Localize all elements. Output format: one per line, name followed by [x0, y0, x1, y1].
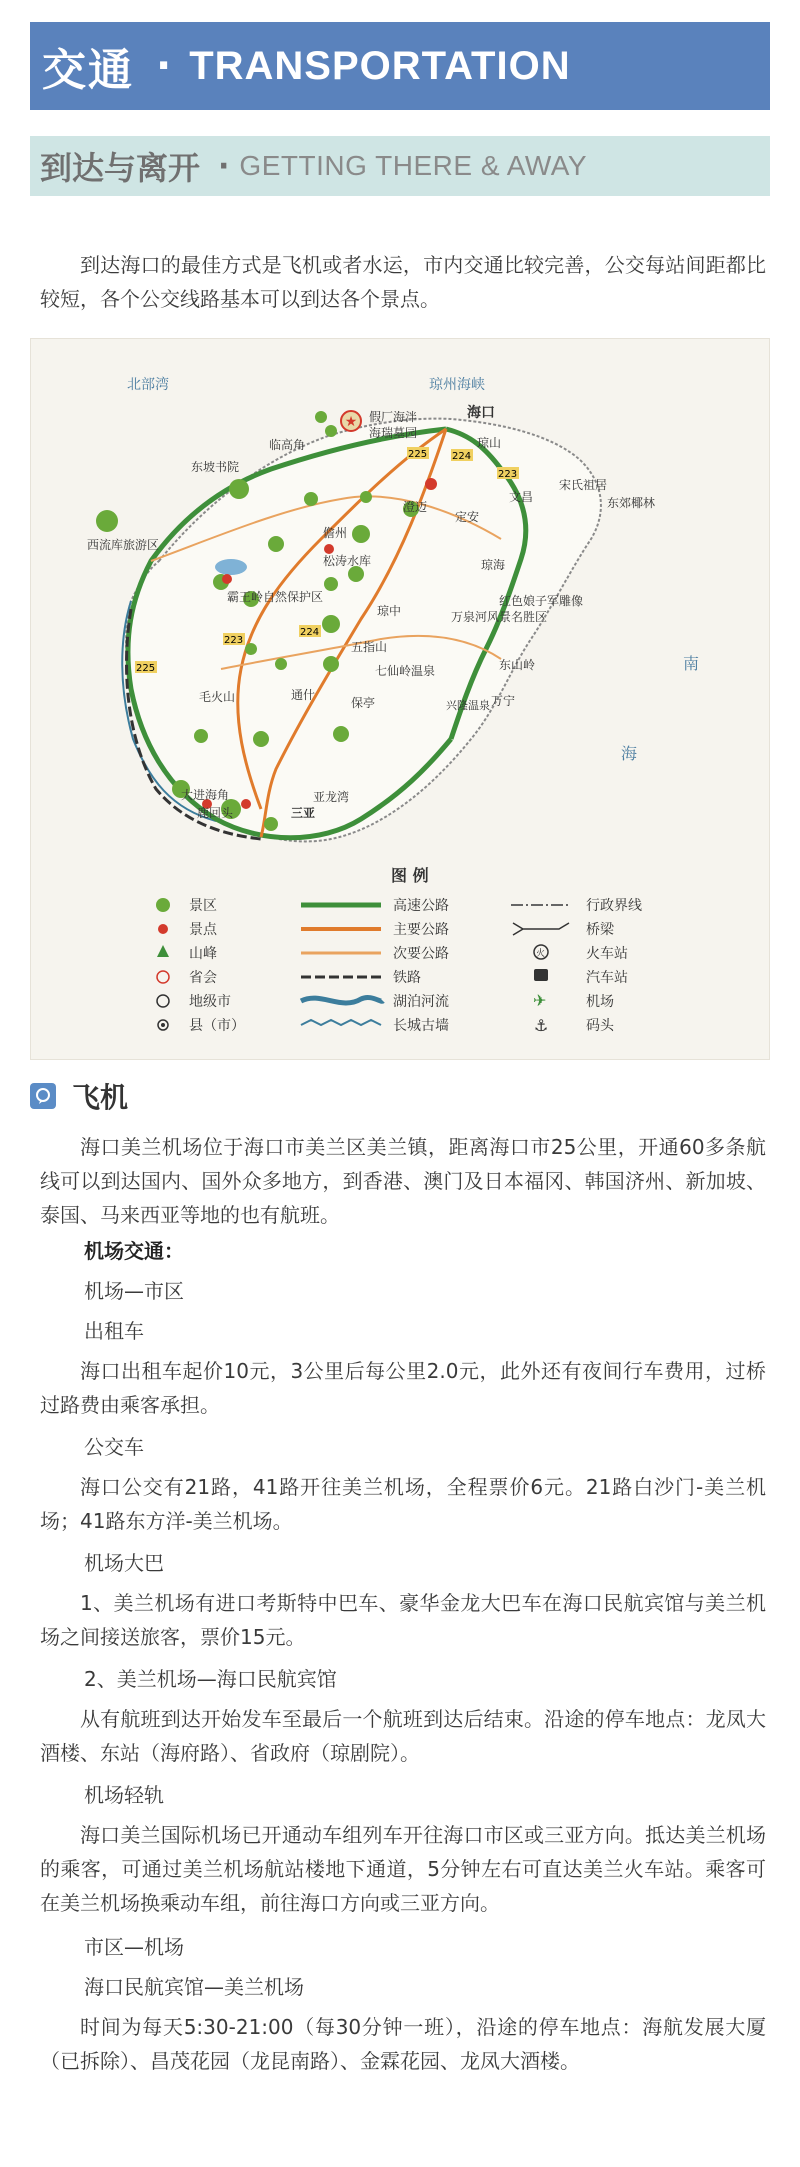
svg-text:文昌: 文昌 — [509, 490, 534, 504]
svg-text:火: 火 — [536, 949, 546, 959]
taxi-title: 出租车 — [84, 1319, 144, 1343]
svg-text:机场: 机场 — [586, 994, 614, 1010]
svg-text:高速公路: 高速公路 — [393, 898, 449, 914]
svg-text:定安: 定安 — [455, 510, 480, 524]
svg-text:★: ★ — [344, 414, 358, 430]
svg-text:地级市: 地级市 — [189, 994, 231, 1010]
subheader-title-en: GETTING THERE & AWAY — [239, 150, 588, 181]
svg-text:万泉河风景名胜区: 万泉河风景名胜区 — [451, 610, 548, 624]
section-title-cn: 交通 — [42, 45, 134, 96]
subheader-title-cn: 到达与离开 — [40, 149, 201, 187]
svg-text:鹿回头: 鹿回头 — [197, 806, 234, 820]
airport-transport-heading: 机场交通： — [84, 1239, 184, 1263]
taxi-text: 海口出租车起价10元，3公里后每公里2.0元，此外还有夜间行车费用，过桥过路费由乘客承担。 — [40, 1359, 766, 1417]
svg-text:景点: 景点 — [189, 922, 217, 938]
plane-intro: 海口美兰机场位于海口市美兰区美兰镇，距离海口市25公里，开通60多条航线可以到达国内、国外众多地方，到香港、澳门及日本福冈、韩国济州、新加坡、泰国、马来西亚等地的也有航班。 — [40, 1135, 766, 1227]
plane-title: 飞机 — [72, 1081, 129, 1114]
svg-text:亚龙湾: 亚龙湾 — [313, 790, 350, 804]
svg-text:海口: 海口 — [467, 405, 495, 421]
svg-text:行政界线: 行政界线 — [586, 898, 642, 914]
section-title-separator: · — [156, 43, 172, 89]
songtao-reservoir — [215, 559, 247, 575]
map-legend — [156, 866, 642, 1035]
svg-text:东山岭: 东山岭 — [499, 658, 536, 672]
shuttle-route: 2、美兰机场—海口民航宾馆 — [84, 1667, 337, 1691]
svg-text:主要公路: 主要公路 — [393, 922, 449, 938]
svg-text:景区: 景区 — [189, 898, 217, 914]
svg-text:铁路: 铁路 — [393, 970, 421, 986]
svg-text:保亭: 保亭 — [351, 696, 376, 710]
svg-text:汽车站: 汽车站 — [586, 970, 628, 986]
hotel-route: 海口民航宾馆—美兰机场 — [84, 1975, 304, 1999]
intro-paragraph: 到达海口的最佳方式是飞机或者水运，市内交通比较完善，公交每站间距都比较短，各个公交线路基本可以到达各个景点。 — [40, 253, 766, 311]
svg-text:儋州: 儋州 — [323, 526, 348, 540]
svg-text:毛火山: 毛火山 — [199, 690, 236, 704]
svg-text:琼州海峡: 琼州海峡 — [429, 377, 485, 393]
bus-title: 公交车 — [84, 1435, 144, 1459]
hainan-transport-map — [30, 338, 770, 1060]
svg-text:通什: 通什 — [291, 688, 316, 702]
svg-text:三亚: 三亚 — [291, 806, 316, 820]
svg-text:大进海角: 大进海角 — [181, 788, 230, 802]
hotel-text: 时间为每天5:30-21:00（每30分钟一班），沿途的停车地点：海航发展大厦（已拆除）、昌茂花园（龙昆南路）、金霖花园、龙凤大酒楼。 — [40, 2015, 766, 2073]
svg-text:东郊椰林: 东郊椰林 — [607, 496, 656, 510]
svg-text:次要公路: 次要公路 — [393, 946, 449, 962]
shuttle-title: 机场大巴 — [84, 1551, 164, 1575]
svg-text:五指山: 五指山 — [351, 640, 388, 654]
svg-text:⚓: ⚓ — [534, 1016, 549, 1035]
svg-text:省会: 省会 — [189, 970, 217, 986]
city-to-airport-label: 市区—机场 — [84, 1935, 184, 1959]
section-title-en: TRANSPORTATION — [189, 43, 571, 88]
svg-text:临高角: 临高角 — [269, 438, 306, 452]
svg-text:火车站: 火车站 — [586, 946, 628, 962]
svg-text:图 例: 图 例 — [391, 866, 429, 885]
shuttle-text-1: 1、美兰机场有进口考斯特中巴车、豪华金龙大巴车在海口民航宾馆与美兰机场之间接送旅客，票价15元。 — [40, 1591, 766, 1649]
svg-text:琼中: 琼中 — [377, 604, 402, 618]
svg-text:223: 223 — [224, 635, 244, 646]
svg-text:海瑞墓园: 海瑞墓园 — [369, 426, 418, 440]
bus-text: 海口公交有21路，41路开往美兰机场，全程票价6元。21路白沙门-美兰机场；41路东方洋-美兰机场。 — [40, 1475, 766, 1533]
svg-text:县（市）: 县（市） — [189, 1018, 245, 1034]
info-bubble-icon — [30, 1083, 56, 1109]
svg-text:北部湾: 北部湾 — [127, 377, 169, 393]
svg-text:西流库旅游区: 西流库旅游区 — [87, 538, 160, 552]
plane-section-title — [30, 1076, 128, 1116]
svg-text:琼山: 琼山 — [477, 436, 502, 450]
svg-text:长城古墙: 长城古墙 — [393, 1018, 449, 1034]
rail-text: 海口美兰国际机场已开通动车组列车开往海口市区或三亚方向。抵达美兰机场的乘客，可通过美兰机场航站楼地下通道，5分钟左右可直达美兰火车站。乘客可在美兰机场换乘动车组，前往海口方向或三亚方向。 — [40, 1823, 766, 1915]
svg-text:海: 海 — [621, 744, 638, 763]
svg-text:七仙岭温泉: 七仙岭温泉 — [375, 664, 436, 678]
svg-text:山峰: 山峰 — [189, 946, 217, 962]
svg-text:宋氏祖居: 宋氏祖居 — [559, 478, 608, 492]
svg-text:东坡书院: 东坡书院 — [191, 460, 240, 474]
subheader-separator: · — [218, 148, 230, 184]
svg-text:桥梁: 桥梁 — [586, 922, 614, 938]
island-outline — [126, 419, 601, 842]
map-svg — [31, 339, 771, 1061]
sub-header — [30, 136, 770, 196]
shuttle-text-2: 从有航班到达开始发车至最后一个航班到达后结束。沿途的停车地点：龙凤大酒楼、东站（海府路）、省政府（琼剧院）。 — [40, 1707, 766, 1765]
svg-text:澄迈: 澄迈 — [403, 500, 428, 514]
svg-text:225: 225 — [136, 663, 156, 674]
svg-text:码头: 码头 — [586, 1018, 614, 1034]
svg-text:225: 225 — [408, 449, 428, 460]
airport-to-city-label: 机场—市区 — [84, 1279, 184, 1303]
svg-text:✈: ✈ — [533, 991, 547, 1010]
svg-text:湖泊河流: 湖泊河流 — [393, 994, 449, 1010]
svg-text:兴隆温泉: 兴隆温泉 — [446, 699, 490, 712]
svg-text:224: 224 — [452, 451, 472, 462]
svg-text:假厂海泮: 假厂海泮 — [369, 410, 418, 424]
svg-text:万宁: 万宁 — [491, 694, 516, 708]
rail-title: 机场轻轨 — [84, 1783, 164, 1807]
svg-text:琼海: 琼海 — [481, 558, 506, 572]
svg-text:霸王岭自然保护区: 霸王岭自然保护区 — [227, 590, 324, 604]
svg-text:224: 224 — [300, 627, 320, 638]
svg-text:南: 南 — [683, 654, 700, 673]
section-header — [30, 22, 770, 110]
svg-text:红色娘子军雕像: 红色娘子军雕像 — [499, 594, 584, 608]
svg-text:223: 223 — [498, 469, 518, 480]
svg-text:松涛水库: 松涛水库 — [323, 554, 372, 568]
